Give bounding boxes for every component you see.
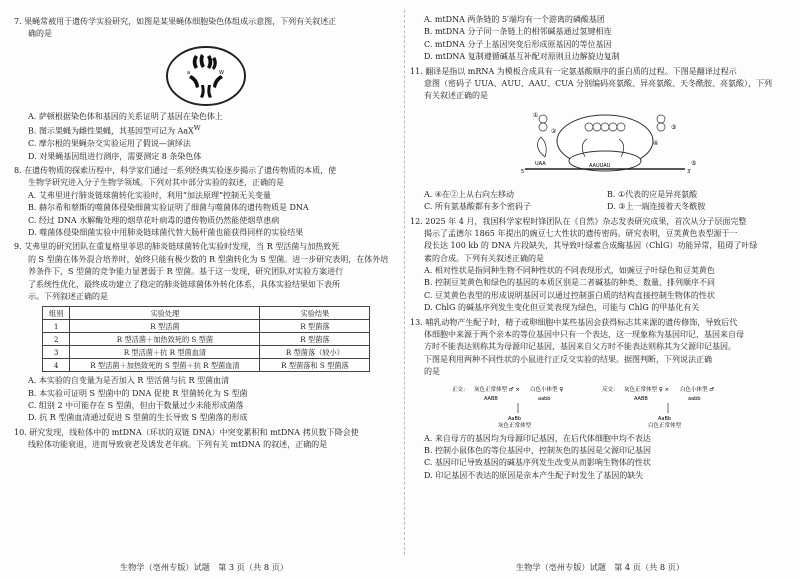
mrna-5-end: 5′: [521, 168, 526, 175]
q11-options-row-2: [410, 201, 790, 213]
q11-option-d: D. ③上一端连接着天冬酰胺: [607, 202, 706, 212]
experiment-table: [42, 306, 370, 372]
q12-option-c: C. 豆荚黄色表型的形成说明基因可以通过控制蛋白质的结构直接控制生物体的性状: [424, 290, 715, 300]
reverse-parent-2: 白色小体型 ♂: [680, 386, 715, 393]
q11-option-b: B. ①代表的应是异亮氨酸: [607, 189, 698, 199]
q7-stem-cont: 确的是: [28, 29, 52, 39]
q7-option-a: A. 萨顿根据染色体和基因的关系证明了基因在染色体上: [28, 111, 223, 121]
reverse-offspring-genotype: AaBb: [658, 415, 672, 422]
allele-w-label: W: [219, 69, 224, 76]
label-2: ②: [551, 127, 557, 135]
q12-option-b: B. 控制豆荚黄色和绿色的基因的本质区别是二者碱基的种类、数量、排列顺序不同: [424, 278, 715, 288]
mrna-codons-label: AAUUAU: [589, 162, 611, 169]
q13-stem-2: 体细胞中来源于两个亲本的等位基因中只有一个表达，这一现象称为基因印记，基因来自母: [424, 330, 744, 340]
q12-option-d: D. ChlG 的碱基序列发生变化但豆荚表现为绿色，可能与 ChlG 的甲基化有关: [424, 303, 700, 313]
table-row: 1 R 型活菌 R 型菌落: [43, 320, 370, 333]
column-divider: [404, 10, 405, 555]
q13-option-c: C. 基因印记导致基因的碱基序列发生改变从而影响生物体的性状: [424, 458, 651, 468]
reverse-genotype-1: AABB: [634, 395, 648, 402]
q9-option-c: C. 组别 2 中可能存在 S 型菌，但由于数量过少未能形成菌落: [28, 401, 244, 411]
table-header: 组别: [43, 307, 70, 320]
right-column: [410, 14, 790, 482]
q13-option-b: B. 控制小鼠体色的等位基因中，控制灰色的基因是父源印记基因: [424, 445, 651, 455]
reverse-genotype-2: aabb: [688, 395, 701, 402]
q13-option-a: A. 来自母方的基因均为母源印记基因，在后代体细胞中均不表达: [424, 433, 651, 443]
q11-stem: 11. 翻译是指以 mRNA 为模板合成具有一定氨基酸顺序的蛋白质的过程。下图是翻译过程示: [410, 66, 737, 76]
forward-parent-1: 灰色正常体型 ♂ ×: [474, 386, 521, 393]
table-header: 实验处理: [70, 307, 260, 320]
q13-stem-5: 的是: [424, 367, 440, 377]
forward-genotype-1: AABB: [484, 395, 498, 402]
label-3: ③: [671, 123, 677, 131]
label-5: ⑤: [691, 159, 697, 167]
q7-option-b: B. 图示果蝇为雌性果蝇，其基因型可记为 AaX$^W$: [28, 124, 201, 136]
q13-option-d: D. 印记基因不表达的原因是亲本产生配子时发生了基因的缺失: [424, 470, 644, 480]
q10-stem-cont: 线粒体功能衰退，进而导致衰老及诱发老年病。下列有关 mtDNA 的叙述，正确的是: [28, 440, 328, 450]
q8-stem: 8. 在遗传物质的探索历程中，科学家们通过一系列经典实验逐步揭示了遗传物质的本质，使: [14, 166, 337, 175]
q8-option-a: A. 艾弗里进行肺炎链球菌转化实验时，利用“加法原理”控制无关变量: [28, 190, 272, 200]
label-1: ①: [533, 111, 539, 119]
anticodon-label: UAA: [535, 160, 546, 167]
page-footer-left: 生物学（亳州专版）试题 第 3 页（共 8 页）: [119, 562, 289, 572]
reciprocal-cross-diagram: [450, 383, 750, 429]
forward-genotype-2: aabb: [538, 395, 551, 402]
q9-stem-2: 的 S 型菌在体外混合培养时，始终只能有极少数的 R 型菌转化为 S 型菌。进一步研究表明，在体外培: [28, 254, 389, 264]
q9-stem: 9. 艾弗里的研究团队在重复格里菲思的肺炎链球菌转化实验时发现，当 R 型活菌与加热致死: [14, 242, 340, 252]
q9-option-a: A. 本实验的自变量为是否加入 R 型活菌与抗 R 型菌血清: [28, 376, 230, 386]
q11-stem-3: 有关叙述正确的是: [424, 91, 488, 101]
reverse-parent-1: 灰色正常体型 ♀ ×: [624, 386, 670, 393]
q10-option-b: B. mtDNA 分子同一条链上的相邻碱基通过氢键相连: [424, 27, 612, 37]
q13-stem: 13. 哺乳动物产生配子时，精子或卵细胞中某些基因会获得标志其来源的遗传修饰，导致后代: [410, 317, 738, 327]
allele-a-label: a: [187, 69, 191, 76]
q12-option-a: A. 相对性状是指同种生物不同种性状的不同表现形式，如豌豆子叶绿色和豆荚黄色: [424, 266, 715, 276]
translation-figure: [410, 107, 790, 185]
q9-option-d: D. 抗 R 型菌血清通过促进 S 型菌的生长导致 S 型菌落的形成: [28, 413, 248, 423]
mrna-3-end: 3′: [687, 168, 692, 175]
q11-stem-2: 意图（密码子 UUA、AUU、AAU、CUA 分别编码亮氨酸、异亮氨酸、天冬酰胺、亮氨酸），下列: [424, 78, 773, 88]
forward-parent-2: 白色小体型 ♀: [530, 386, 564, 393]
q7-option-d: D. 对果蝇基因组进行测序，需要测定 8 条染色体: [28, 151, 202, 161]
q8-option-d: D. 噬菌体侵染细菌实验中用肺炎链球菌代替大肠杆菌也能获得同样的实验结果: [28, 227, 304, 237]
q10-option-c: C. mtDNA 分子上基因突变后形成原基因的等位基因: [424, 39, 612, 49]
q8-option-b: B. 赫尔希和蔡斯的噬菌体侵染细菌实验证明了细菌与噬菌体的遗传物质是 DNA: [28, 203, 309, 213]
reverse-offspring-phenotype: 白色正常体型: [648, 422, 682, 429]
q11-options-row-1: [410, 189, 790, 201]
table-header: 实验结果: [260, 307, 370, 320]
q12-stem-3: 段长达 100 kb 的 DNA 片段缺失，其导致叶绿素合成酶基因（ChlG）功能异常，阻碍了叶绿: [424, 241, 758, 251]
table-row: 4 R 型活菌＋加热致死的 S 型菌＋抗 R 型菌血清 R 型菌落和 S 型菌落: [43, 359, 370, 372]
q7-stem: 7. 果蝇常被用于遗传学实验研究，如图是某果蝇体细胞染色体组成示意图，下列有关叙述正: [14, 17, 337, 26]
q9-stem-4: 了系统性优化，最终成功建立了稳定的肺炎链球菌体外转化体系，具体实验结果如下表所: [28, 279, 340, 289]
chromosome-diagram: [165, 45, 247, 107]
q12-stem: 12. 2025 年 4 月，我国科学家程时锋团队在《自然》杂志发表研究成果，首次从分子层面完整: [410, 216, 747, 226]
q13-stem-3: 方时不能表达则称其为母源印记基因，基因来自父方时不能表达则称其为父源印记基因。: [424, 342, 736, 352]
q7-option-c: C. 摩尔根的果蝇杂交实验运用了假说—演绎法: [28, 139, 191, 149]
q11-option-c: C. 所有氨基酸都有多个密码子: [424, 202, 531, 212]
q10-stem: 10. 研究发现，线粒体中的 mtDNA（环状的双链 DNA）中突变累积和 mtDNA 拷贝数下降会使: [14, 427, 359, 437]
q10-option-a: A. mtDNA 两条链的 5′端均有一个游离的磷酸基团: [424, 15, 605, 24]
forward-cross-label: 正交：: [452, 386, 469, 393]
q12-stem-2: 揭示了孟德尔 1865 年提出的豌豆七大性状的遗传密码。研究表明，豆荚黄色表型源于一: [424, 228, 738, 238]
translation-diagram: [485, 107, 715, 185]
q9-stem-5: 示。下列叙述正确的是: [28, 291, 108, 301]
q10-option-d: D. mtDNA 复制遵循碱基互补配对原则且边解旋边复制: [424, 52, 620, 62]
q11-option-a: A. ④在②上从右向左移动: [424, 189, 515, 199]
table-row: 2 R 型活菌＋加热致死的 S 型菌 R 型菌落: [43, 333, 370, 346]
forward-offspring-phenotype: 灰色正常体型: [498, 422, 532, 429]
label-4: ④: [653, 139, 659, 147]
q8-stem-cont: 生物学研究进入分子生物学领域。下列对其中部分实验的叙述，正确的是: [28, 178, 284, 188]
chromosome-figure: [14, 45, 398, 107]
left-column: [14, 14, 398, 452]
table-row: 3 R 型活菌＋抗 R 型菌血清 R 型菌落（较小）: [43, 346, 370, 359]
cross-figure: [410, 383, 790, 429]
reverse-cross-label: 反交：: [602, 386, 619, 393]
q8-option-c: C. 经过 DNA 水解酶处理的烟草花叶病毒的遗传物质仍然能使烟草患病: [28, 215, 280, 225]
q9-stem-3: 养条件下，S 型菌的竞争能力显著弱于 R 型菌。基于这一发现，研究团队对实验方案进行: [28, 267, 344, 277]
forward-offspring-genotype: AaBb: [508, 415, 522, 422]
page-footer-right: 生物学（亳州专版）试题 第 4 页（共 8 页）: [515, 562, 685, 572]
q9-option-b: B. 本实验可证明 S 型菌中的 DNA 促使 R 型菌转化为 S 型菌: [28, 388, 248, 398]
q12-stem-4: 素的合成。下列有关叙述正确的是: [424, 253, 544, 263]
q13-stem-4: 下图是利用两种不同性状的小鼠进行正反交实验的结果。据图判断，下列说法正确: [424, 354, 712, 364]
table-header-row: [43, 307, 370, 320]
